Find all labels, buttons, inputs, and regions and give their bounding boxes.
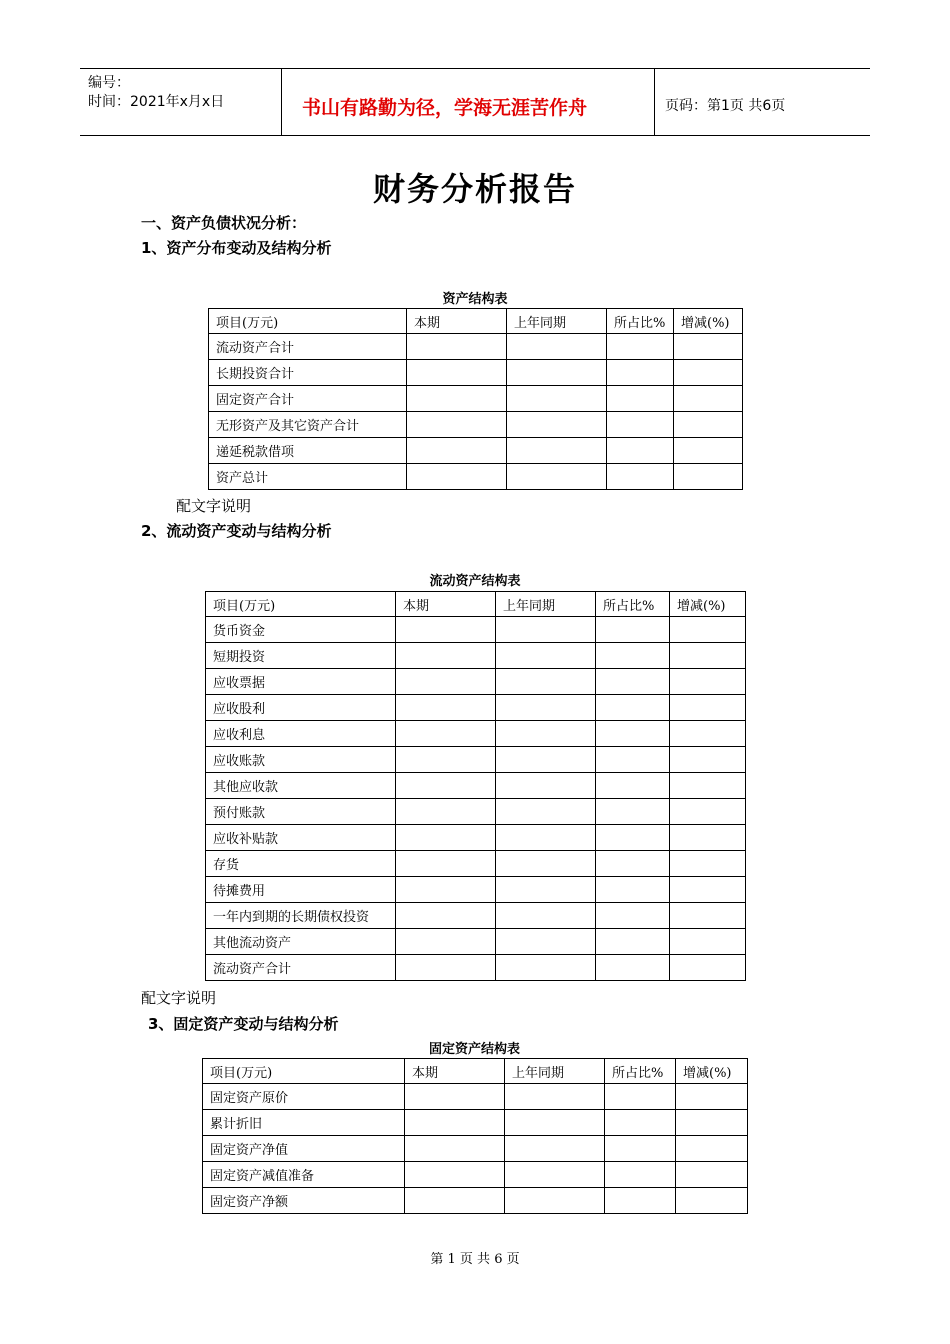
row-label: 流动资产合计 xyxy=(209,334,407,360)
empty-cell[interactable] xyxy=(596,929,670,955)
empty-cell[interactable] xyxy=(607,360,674,386)
empty-cell[interactable] xyxy=(405,1136,505,1162)
empty-cell[interactable] xyxy=(396,799,496,825)
current-asset-structure-table xyxy=(205,591,746,981)
header-divider-right xyxy=(654,68,655,136)
table-row xyxy=(206,669,746,695)
empty-cell[interactable] xyxy=(496,929,596,955)
header-motto: 书山有路勤为径，学海无涯苦作舟 xyxy=(302,97,588,119)
empty-cell[interactable] xyxy=(670,721,746,747)
table-row xyxy=(206,851,746,877)
row-label: 递延税款借项 xyxy=(209,438,407,464)
empty-cell[interactable] xyxy=(505,1110,605,1136)
empty-cell[interactable] xyxy=(396,903,496,929)
empty-cell[interactable] xyxy=(607,386,674,412)
empty-cell[interactable] xyxy=(405,1110,505,1136)
section-heading-1: 一、资产负债状况分析： xyxy=(141,214,307,232)
empty-cell[interactable] xyxy=(596,747,670,773)
header-divider-left xyxy=(281,68,282,136)
row-label: 其他流动资产 xyxy=(206,929,396,955)
row-label: 固定资产净值 xyxy=(203,1136,405,1162)
empty-cell[interactable] xyxy=(596,773,670,799)
empty-cell[interactable] xyxy=(607,334,674,360)
table-row xyxy=(206,721,746,747)
empty-cell[interactable] xyxy=(674,334,743,360)
empty-cell[interactable] xyxy=(496,669,596,695)
empty-cell[interactable] xyxy=(407,438,507,464)
header-bottom-rule xyxy=(80,135,870,136)
empty-cell[interactable] xyxy=(596,877,670,903)
empty-cell[interactable] xyxy=(496,747,596,773)
empty-cell[interactable] xyxy=(507,386,607,412)
empty-cell[interactable] xyxy=(596,799,670,825)
empty-cell[interactable] xyxy=(507,360,607,386)
table3-title: 固定资产结构表 xyxy=(428,1042,520,1057)
table-row xyxy=(209,386,743,412)
subsection-heading-1: 1、资产分布变动及结构分析 xyxy=(141,239,332,257)
table2-title: 流动资产结构表 xyxy=(429,574,521,589)
row-label: 固定资产净额 xyxy=(203,1188,405,1214)
empty-cell[interactable] xyxy=(596,955,670,981)
table-row xyxy=(203,1084,748,1110)
asset-structure-table xyxy=(208,308,743,490)
table-header-row xyxy=(203,1059,748,1084)
table-row xyxy=(206,903,746,929)
empty-cell[interactable] xyxy=(396,825,496,851)
table-row xyxy=(206,747,746,773)
empty-cell[interactable] xyxy=(596,851,670,877)
row-label: 资产总计 xyxy=(209,464,407,490)
row-label: 一年内到期的长期债权投资 xyxy=(206,903,396,929)
empty-cell[interactable] xyxy=(596,903,670,929)
empty-cell[interactable] xyxy=(674,412,743,438)
empty-cell[interactable] xyxy=(396,877,496,903)
table-row xyxy=(209,360,743,386)
empty-cell[interactable] xyxy=(676,1110,748,1136)
empty-cell[interactable] xyxy=(396,669,496,695)
column-header: 增减(%) xyxy=(676,1059,748,1084)
empty-cell[interactable] xyxy=(496,799,596,825)
empty-cell[interactable] xyxy=(496,825,596,851)
empty-cell[interactable] xyxy=(596,617,670,643)
subsection-heading-3: 3、固定资产变动与结构分析 xyxy=(148,1015,339,1033)
empty-cell[interactable] xyxy=(605,1162,676,1188)
empty-cell[interactable] xyxy=(676,1084,748,1110)
empty-cell[interactable] xyxy=(670,955,746,981)
empty-cell[interactable] xyxy=(670,903,746,929)
empty-cell[interactable] xyxy=(496,773,596,799)
table-row xyxy=(203,1110,748,1136)
row-label: 应收股利 xyxy=(206,695,396,721)
empty-cell[interactable] xyxy=(507,438,607,464)
empty-cell[interactable] xyxy=(596,695,670,721)
table-row xyxy=(206,799,746,825)
empty-cell[interactable] xyxy=(505,1162,605,1188)
empty-cell[interactable] xyxy=(674,438,743,464)
header-number: 编号： xyxy=(88,75,130,91)
table-row xyxy=(206,695,746,721)
table-row xyxy=(206,877,746,903)
table-row xyxy=(209,334,743,360)
empty-cell[interactable] xyxy=(670,929,746,955)
empty-cell[interactable] xyxy=(496,643,596,669)
empty-cell[interactable] xyxy=(670,695,746,721)
empty-cell[interactable] xyxy=(396,851,496,877)
empty-cell[interactable] xyxy=(407,464,507,490)
empty-cell[interactable] xyxy=(670,747,746,773)
empty-cell[interactable] xyxy=(670,773,746,799)
empty-cell[interactable] xyxy=(670,877,746,903)
header-top-rule xyxy=(80,68,870,69)
page-footer: 第 1 页 共 6 页 xyxy=(430,1252,520,1267)
empty-cell[interactable] xyxy=(396,747,496,773)
document-title: 财务分析报告 xyxy=(372,170,577,208)
empty-cell[interactable] xyxy=(605,1188,676,1214)
header-time: 时间：2021年x月x日 xyxy=(88,94,225,110)
row-label: 应收票据 xyxy=(206,669,396,695)
table2-note: 配文字说明 xyxy=(141,989,217,1007)
empty-cell[interactable] xyxy=(405,1188,505,1214)
empty-cell[interactable] xyxy=(505,1084,605,1110)
empty-cell[interactable] xyxy=(607,438,674,464)
empty-cell[interactable] xyxy=(496,903,596,929)
row-label: 固定资产减值准备 xyxy=(203,1162,405,1188)
column-header: 项目(万元) xyxy=(209,309,407,334)
row-label: 长期投资合计 xyxy=(209,360,407,386)
empty-cell[interactable] xyxy=(507,334,607,360)
column-header: 本期 xyxy=(407,309,507,334)
empty-cell[interactable] xyxy=(496,617,596,643)
empty-cell[interactable] xyxy=(605,1110,676,1136)
empty-cell[interactable] xyxy=(607,412,674,438)
column-header: 项目(万元) xyxy=(206,592,396,617)
empty-cell[interactable] xyxy=(596,643,670,669)
empty-cell[interactable] xyxy=(496,851,596,877)
empty-cell[interactable] xyxy=(396,773,496,799)
table-row xyxy=(209,464,743,490)
empty-cell[interactable] xyxy=(670,825,746,851)
empty-cell[interactable] xyxy=(396,617,496,643)
table-row xyxy=(206,929,746,955)
table1-title: 资产结构表 xyxy=(442,292,508,307)
empty-cell[interactable] xyxy=(605,1084,676,1110)
row-label: 无形资产及其它资产合计 xyxy=(209,412,407,438)
empty-cell[interactable] xyxy=(674,464,743,490)
empty-cell[interactable] xyxy=(605,1136,676,1162)
empty-cell[interactable] xyxy=(505,1136,605,1162)
empty-cell[interactable] xyxy=(407,334,507,360)
empty-cell[interactable] xyxy=(670,617,746,643)
empty-cell[interactable] xyxy=(396,955,496,981)
empty-cell[interactable] xyxy=(496,721,596,747)
table-row xyxy=(203,1162,748,1188)
empty-cell[interactable] xyxy=(407,412,507,438)
fixed-asset-structure-table xyxy=(202,1058,748,1214)
row-label: 短期投资 xyxy=(206,643,396,669)
empty-cell[interactable] xyxy=(507,464,607,490)
row-label: 固定资产原价 xyxy=(203,1084,405,1110)
empty-cell[interactable] xyxy=(396,721,496,747)
empty-cell[interactable] xyxy=(596,669,670,695)
empty-cell[interactable] xyxy=(396,929,496,955)
column-header: 项目(万元) xyxy=(203,1059,405,1084)
empty-cell[interactable] xyxy=(407,386,507,412)
column-header: 增减(%) xyxy=(674,309,743,334)
row-label: 其他应收款 xyxy=(206,773,396,799)
subsection-heading-2: 2、流动资产变动与结构分析 xyxy=(141,522,332,540)
column-header: 上年同期 xyxy=(507,309,607,334)
row-label: 流动资产合计 xyxy=(206,955,396,981)
empty-cell[interactable] xyxy=(507,412,607,438)
table-row xyxy=(203,1136,748,1162)
table-row xyxy=(206,617,746,643)
column-header: 上年同期 xyxy=(496,592,596,617)
row-label: 应收利息 xyxy=(206,721,396,747)
empty-cell[interactable] xyxy=(676,1162,748,1188)
table-row xyxy=(209,412,743,438)
column-header: 上年同期 xyxy=(505,1059,605,1084)
empty-cell[interactable] xyxy=(405,1084,505,1110)
row-label: 预付账款 xyxy=(206,799,396,825)
empty-cell[interactable] xyxy=(670,851,746,877)
empty-cell[interactable] xyxy=(596,825,670,851)
empty-cell[interactable] xyxy=(496,877,596,903)
row-label: 待摊费用 xyxy=(206,877,396,903)
empty-cell[interactable] xyxy=(405,1162,505,1188)
column-header: 本期 xyxy=(396,592,496,617)
empty-cell[interactable] xyxy=(496,695,596,721)
row-label: 货币资金 xyxy=(206,617,396,643)
table-row xyxy=(206,773,746,799)
column-header: 本期 xyxy=(405,1059,505,1084)
empty-cell[interactable] xyxy=(674,386,743,412)
row-label: 存货 xyxy=(206,851,396,877)
empty-cell[interactable] xyxy=(496,955,596,981)
empty-cell[interactable] xyxy=(670,669,746,695)
empty-cell[interactable] xyxy=(676,1188,748,1214)
column-header: 所占比% xyxy=(607,309,674,334)
row-label: 应收补贴款 xyxy=(206,825,396,851)
header-page-number: 页码：第1页 共6页 xyxy=(665,98,786,114)
empty-cell[interactable] xyxy=(396,643,496,669)
column-header: 所占比% xyxy=(605,1059,676,1084)
table-row xyxy=(209,438,743,464)
empty-cell[interactable] xyxy=(674,360,743,386)
empty-cell[interactable] xyxy=(676,1136,748,1162)
empty-cell[interactable] xyxy=(407,360,507,386)
table-row xyxy=(206,643,746,669)
row-label: 应收账款 xyxy=(206,747,396,773)
empty-cell[interactable] xyxy=(396,695,496,721)
empty-cell[interactable] xyxy=(596,721,670,747)
empty-cell[interactable] xyxy=(670,799,746,825)
table-row xyxy=(206,955,746,981)
empty-cell[interactable] xyxy=(607,464,674,490)
empty-cell[interactable] xyxy=(505,1188,605,1214)
table-header-row xyxy=(206,592,746,617)
table-row xyxy=(203,1188,748,1214)
row-label: 固定资产合计 xyxy=(209,386,407,412)
table-row xyxy=(206,825,746,851)
table-header-row xyxy=(209,309,743,334)
column-header: 增减(%) xyxy=(670,592,746,617)
row-label: 累计折旧 xyxy=(203,1110,405,1136)
empty-cell[interactable] xyxy=(670,643,746,669)
column-header: 所占比% xyxy=(596,592,670,617)
table1-note: 配文字说明 xyxy=(176,497,252,515)
